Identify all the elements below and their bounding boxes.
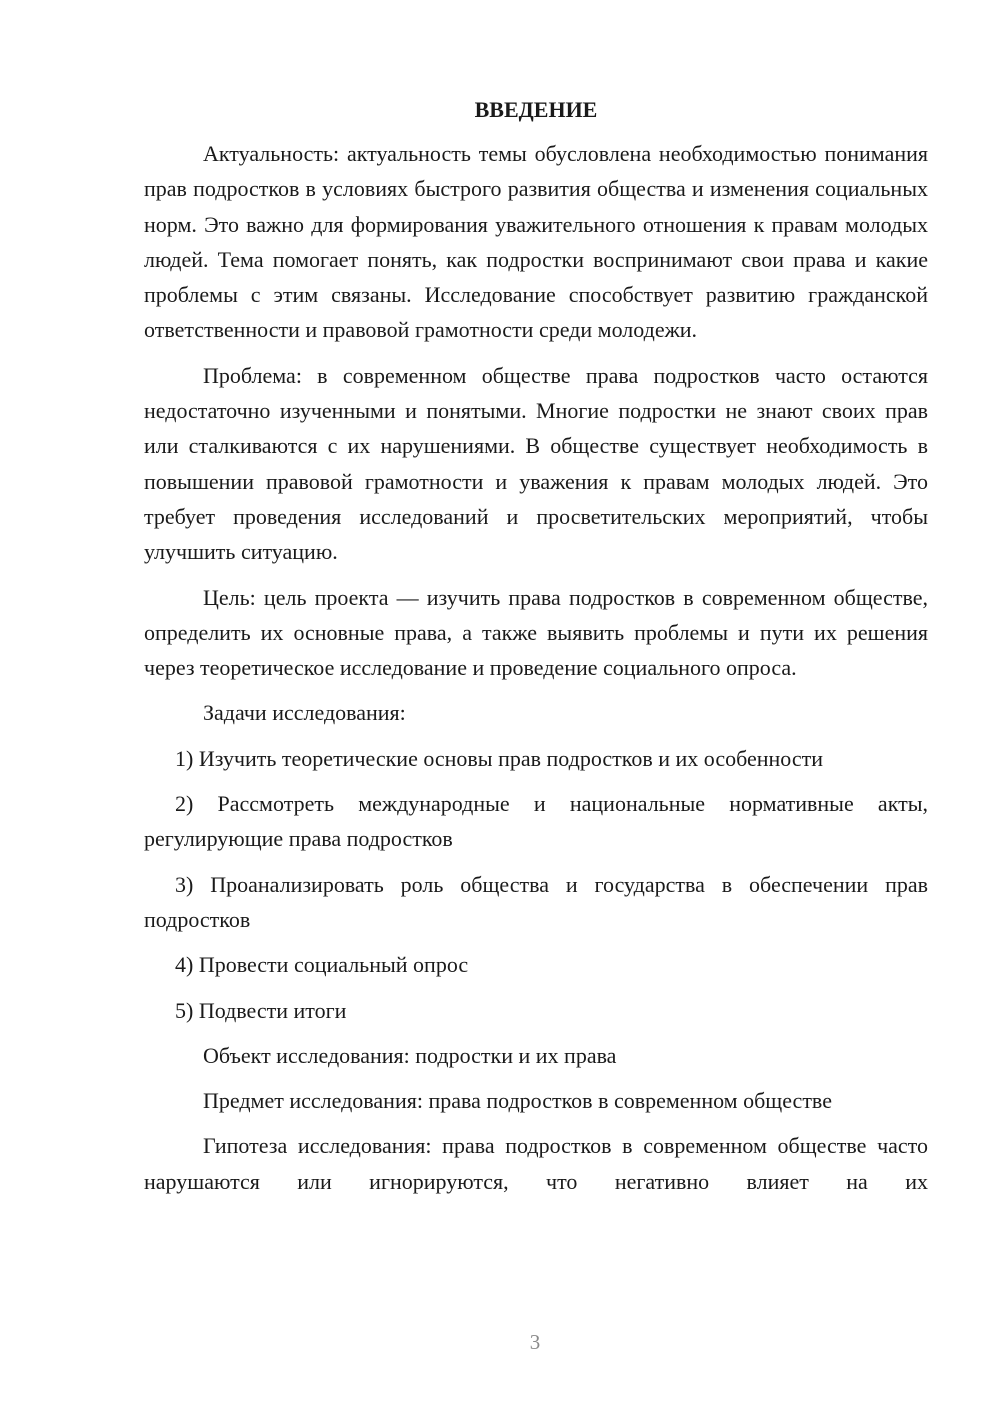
task-item-4: 4) Провести социальный опрос — [175, 952, 469, 978]
page-heading: ВВЕДЕНИЕ — [474, 97, 598, 122]
task-item-3: 3) Проанализировать роль общества и государства в обеспечении прав подростков — [144, 871, 928, 932]
task-item-5: 5) Подвести итоги — [175, 997, 347, 1023]
tasks-title: Задачи исследования: — [203, 700, 406, 726]
goal-paragraph: Цель: цель проекта — изучить права подростков в современном обществе, определить их основные права, а также выявить проблемы и пути их решения через теоретическое исследование и проведение социального опроса. — [144, 584, 928, 681]
relevance-paragraph: Актуальность: актуальность темы обусловлена необходимостью понимания прав подростков в условиях быстрого развития общества и изменения социальных норм. Это важно для формирования уважительного отношения к правам молодых людей. Тема помогает понять, как подростки воспринимают свои права и какие проблемы с этим связаны. Исследование способствует развитию гражданской ответственности и правовой грамотности среди молодежи. — [144, 141, 928, 343]
task-item-1: 1) Изучить теоретические основы прав подростков и их особенности — [175, 745, 824, 771]
hypothesis-paragraph: Гипотеза исследования: права подростков в современном обществе часто нарушаются или игнорируются, что негативно влияет на их — [144, 1133, 928, 1194]
subject-paragraph: Предмет исследования: права подростков в современном обществе — [203, 1088, 832, 1114]
page-number: 3 — [529, 1330, 541, 1354]
task-item-2: 2) Рассмотреть международные и национальные нормативные акты, регулирующие права подростков — [144, 791, 928, 852]
object-paragraph: Объект исследования: подростки и их права — [203, 1042, 617, 1068]
page-content — [144, 94, 928, 1199]
problem-paragraph: Проблема: в современном обществе права подростков часто остаются недостаточно изученными и понятыми. Многие подростки не знают своих прав или сталкиваются с их нарушениями. В обществе существует необходимость в повышении правовой грамотности и уважения к правам молодых людей. Это требует проведения исследований и просветительских мероприятий, чтобы улучшить ситуацию. — [144, 362, 928, 565]
